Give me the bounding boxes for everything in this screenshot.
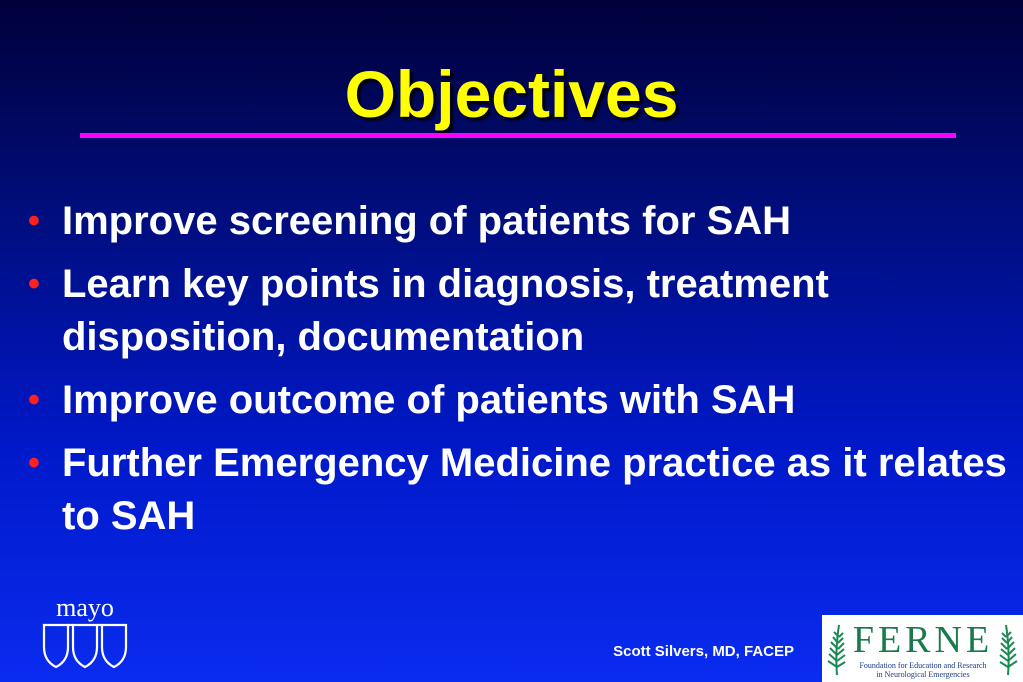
title-divider [80,133,956,138]
objectives-list [28,195,1008,553]
ferne-wordmark: FERNE [852,619,994,661]
bullet-text: Further Emergency Medicine practice as it relates to SAH [62,441,1007,538]
ferne-tagline-line-1: Foundation for Education and Research [859,661,987,670]
mayo-shields-icon [40,619,130,671]
mayo-wordmark: mayo [56,593,114,622]
footer-author: Scott Silvers, MD, FACEP [613,643,794,660]
ferne-logo [822,615,1023,682]
list-item [28,437,1008,543]
bullet-icon: • [28,202,40,240]
slide-title: Objectives [344,57,679,131]
bullet-text: Improve outcome of patients with SAH [62,378,796,422]
list-item [28,374,1008,427]
mayo-logo [40,595,130,675]
bullet-text: Improve screening of patients for SAH [62,199,792,243]
list-item [28,258,1008,364]
bullet-icon: • [28,381,40,419]
fern-icon [996,621,1020,677]
bullet-icon: • [28,444,40,482]
list-item [28,195,1008,248]
ferne-tagline [846,661,1000,679]
bullet-text: Learn key points in diagnosis, treatment disposition, documentation [62,262,829,359]
ferne-tagline-line-2: in Neurological Emergencies [876,670,970,679]
bullet-icon: • [28,265,40,303]
